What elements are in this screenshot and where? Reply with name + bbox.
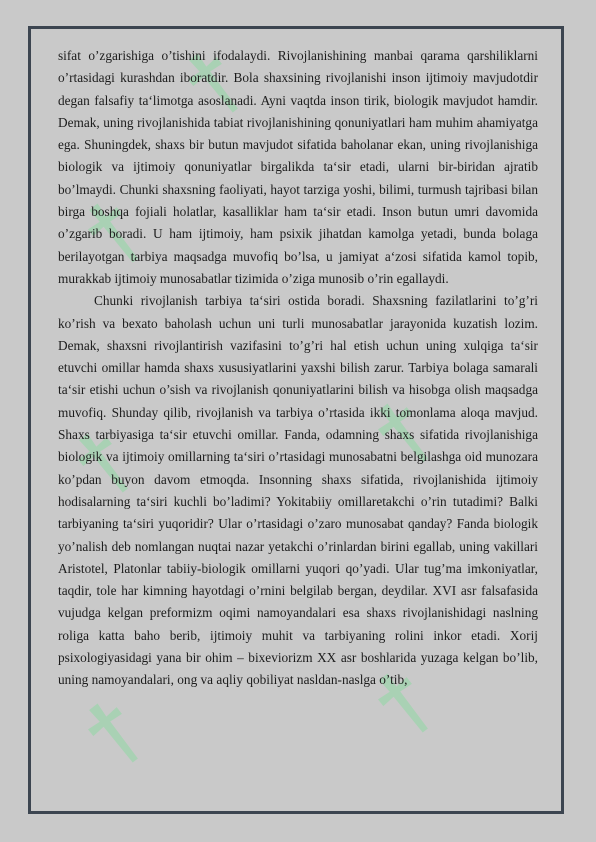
watermark-logo: † <box>355 380 453 486</box>
paragraph-development-factors: Chunki rivojlanish tarbiya ta‘siri ostida boradi. Shaxsning fazilatlarini to’g’ri ko’rish va bexato baholash uchun uni turli munosabatlar jarayonida kuzatish lozim. Demak, shaxsni rivojlantirish vazifasini to’g’ri hal etish uchun uning xulqiga ta‘sir etuvchi omillar hamda shaxs xususiyatlarini yaxshi bilish zarur. Tarbiya bolaga samarali ta‘sir etishi uchun o’sish va rivojlanish qonuniyatlarini bilish va hisobga olish maqsadga muvofiq. Shunday qilib, rivojlanish va tarbiya o’rtasida ikki tomonlama aloqa mavjud. Shaxs tarbiyasiga ta‘sir etuvchi omillar. Fanda, odamning shaxs sifatida rivojlanishiga biologik va ijtimoiy omillarning ta‘siri o’rtasidagi munosabatni belgilashga oid munozara ko’pdan buyon davom etmoqda. Insonning shaxs sifatida, rivojlanishida ijtimoiy hodisalarning ta‘siri kuchli bo’ladimi? Yokitabiiy omillaretakchi o’rin tutadimi? Balki tarbiyaning ta‘siri yuqoridir? Ular o’rtasidagi o’zaro munosabat qanday? Fanda biologik yo’nalish deb nomlangan nuqtai nazar yetakchi o’rinlardan birini egallab, uning vakillari Aristotel, Platonlar tabiiy-biologik omillarni yuqori qo’yadi. Ular tug’ma imkoniyatlar, taqdir, tole har kimning hayotdagi o’rnini belgilab bergan, deydilar. XVI asr falsafasida vujudga kelgan preformizm oqimi namoyandalari esa shaxs rivojlanishidagi naslning roliga katta baho berib, ijtimoiy muhit va tarbiyaning rolini inkor etadi. Xorij psixologiyasidagi yana bir ohim – bixeviorizm XX asr boshlarida yuzaga kelgan bo’lib, uning namoyandalari, ong va aqliy qobiliyat nasldan-naslga o’tib, <box>58 293 538 688</box>
watermark-logo: † <box>355 650 453 756</box>
watermark-logo: † <box>65 680 163 786</box>
watermark-logo: † <box>165 30 263 136</box>
paragraph-continuation: sifat o’zgarishiga o’tishini ifodalaydi. Rivojlanishining manbai qarama qarshiliklarni o’rtasidagi kurashdan iboratdir. Bola shaxsining rivojlanishi inson ijtimoiy mavjudotdir degan falsafiy ta‘limotga asoslanadi. Ayni vaqtda inson tirik, biologik mavjudot hamdir. Demak, uning rivojlanishida tabiat rivojlanishining qonuniyatlari ham muhim ahamiyatga ega. Shuningdek, shaxs bir butun mavjudot sifatida baholanar ekan, uning rivojlanishiga biologik va ijtimoiy qonuniyatlar birgalikda ta‘sir etadi, ularni bir-biridan ajratib bo’lmaydi. Chunki shaxsning faoliyati, hayot tarziga yoshi, bilimi, turmush tajribasi bilan birga boshqa fojiali holatlar, kasalliklar ham ta‘sir etadi. Inson butun umri davomida o’zgarib boradi. U ham ijtimoiy, ham psixik jihatdan kamolga yetadi, bunda bolaga berilayotgan tarbiya maqsadga muvofiq bo’lsa, u jamiyat a‘zosi sifatida kamol topib, murakkab ijtimoiy munosabatlar tizimida o’ziga munosib o’rin egallaydi. <box>58 48 538 286</box>
watermark-logo: † <box>65 180 163 286</box>
watermark-logo: † <box>55 410 153 516</box>
document-body <box>55 45 538 692</box>
